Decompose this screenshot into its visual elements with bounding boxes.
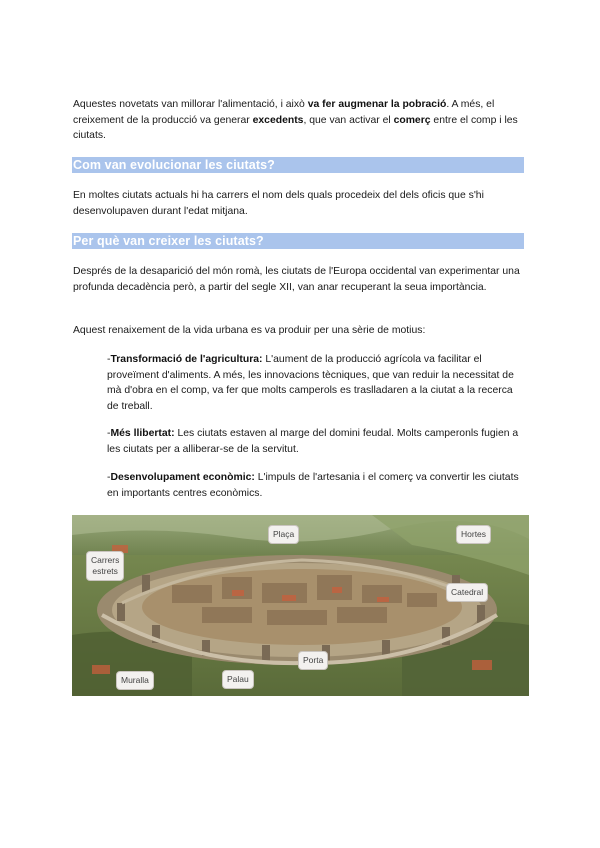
bullet-title: Més llibertat: [110,428,175,439]
label-hortes: Hortes [456,525,491,544]
label-palau: Palau [222,670,254,689]
medieval-city-aerial-photo [72,515,529,696]
heading-growth: Per què van creixer les ciutats? [72,233,524,249]
bullet-text: L'aument de la producció agrícola va facilitar el proveïment d'aliments. A més, les innovacions tècniques, que van reduir la necessitat de mà d'obra en el comp, va fer que molts camperols es traslladaren a la ciutat a la recerca de treball. [107,354,514,412]
bullet-prefix: - [107,354,111,365]
text-run: . A més, el creixement de la producció va generar [73,99,495,126]
label-muralla: Muralla [116,671,154,690]
heading-evolution: Com van evolucionar les ciutats? [72,157,524,173]
bullet-agriculture [107,352,522,414]
label-carrers-estrets [86,551,124,581]
bullet-text: L'impuls de l'artesania i el comerç va convertir les ciutats en importants centres econòmics. [107,472,519,499]
label-carrers-line2: estrets [92,566,118,576]
bullet-prefix: - [107,428,111,439]
label-carrers-line1: Carrers [91,555,120,565]
bullet-prefix: - [107,472,111,483]
bold-comerc: comerç [393,114,431,126]
label-porta: Porta [298,651,328,670]
bold-population: va fer augmenar la pobració [307,99,447,110]
paragraph-population [73,97,527,144]
bullet-title: Desenvolupament econòmic: [110,472,255,483]
text-run: , que van activar el [303,114,394,126]
bullet-economy [107,470,522,501]
paragraph-street-names: En moltes ciutats actuals hi ha carrers el nom dels quals procedeix del dels oficis que s'hi desenvolupaven durant l'edat mitjana. [73,190,484,217]
bullet-title: Transformació de l'agricultura: [110,354,263,365]
label-placa: Plaça [268,525,299,544]
text-run: Aquestes novetats van millorar l'alimentació, i això [73,99,308,110]
text-run: entre el comp i les ciutats. [73,114,518,141]
bold-excedents: excedents [252,114,304,126]
bullet-text: Les ciutats estaven al marge del domini feudal. Molts camperonls fugien a les ciutats per a alliberar-se de la servitut. [107,428,519,455]
paragraph-decadence: Després de la desaparició del món romà, les ciutats de l'Europa occidental van experimentar una profunda decadència però, a partir del segle XII, van anar recuperant la seua importància. [73,266,520,293]
paragraph-motives: Aquest renaixement de la vida urbana es va produir per una sèrie de motius: [73,325,426,336]
bullet-freedom [107,426,522,457]
label-catedral: Catedral [446,583,488,602]
